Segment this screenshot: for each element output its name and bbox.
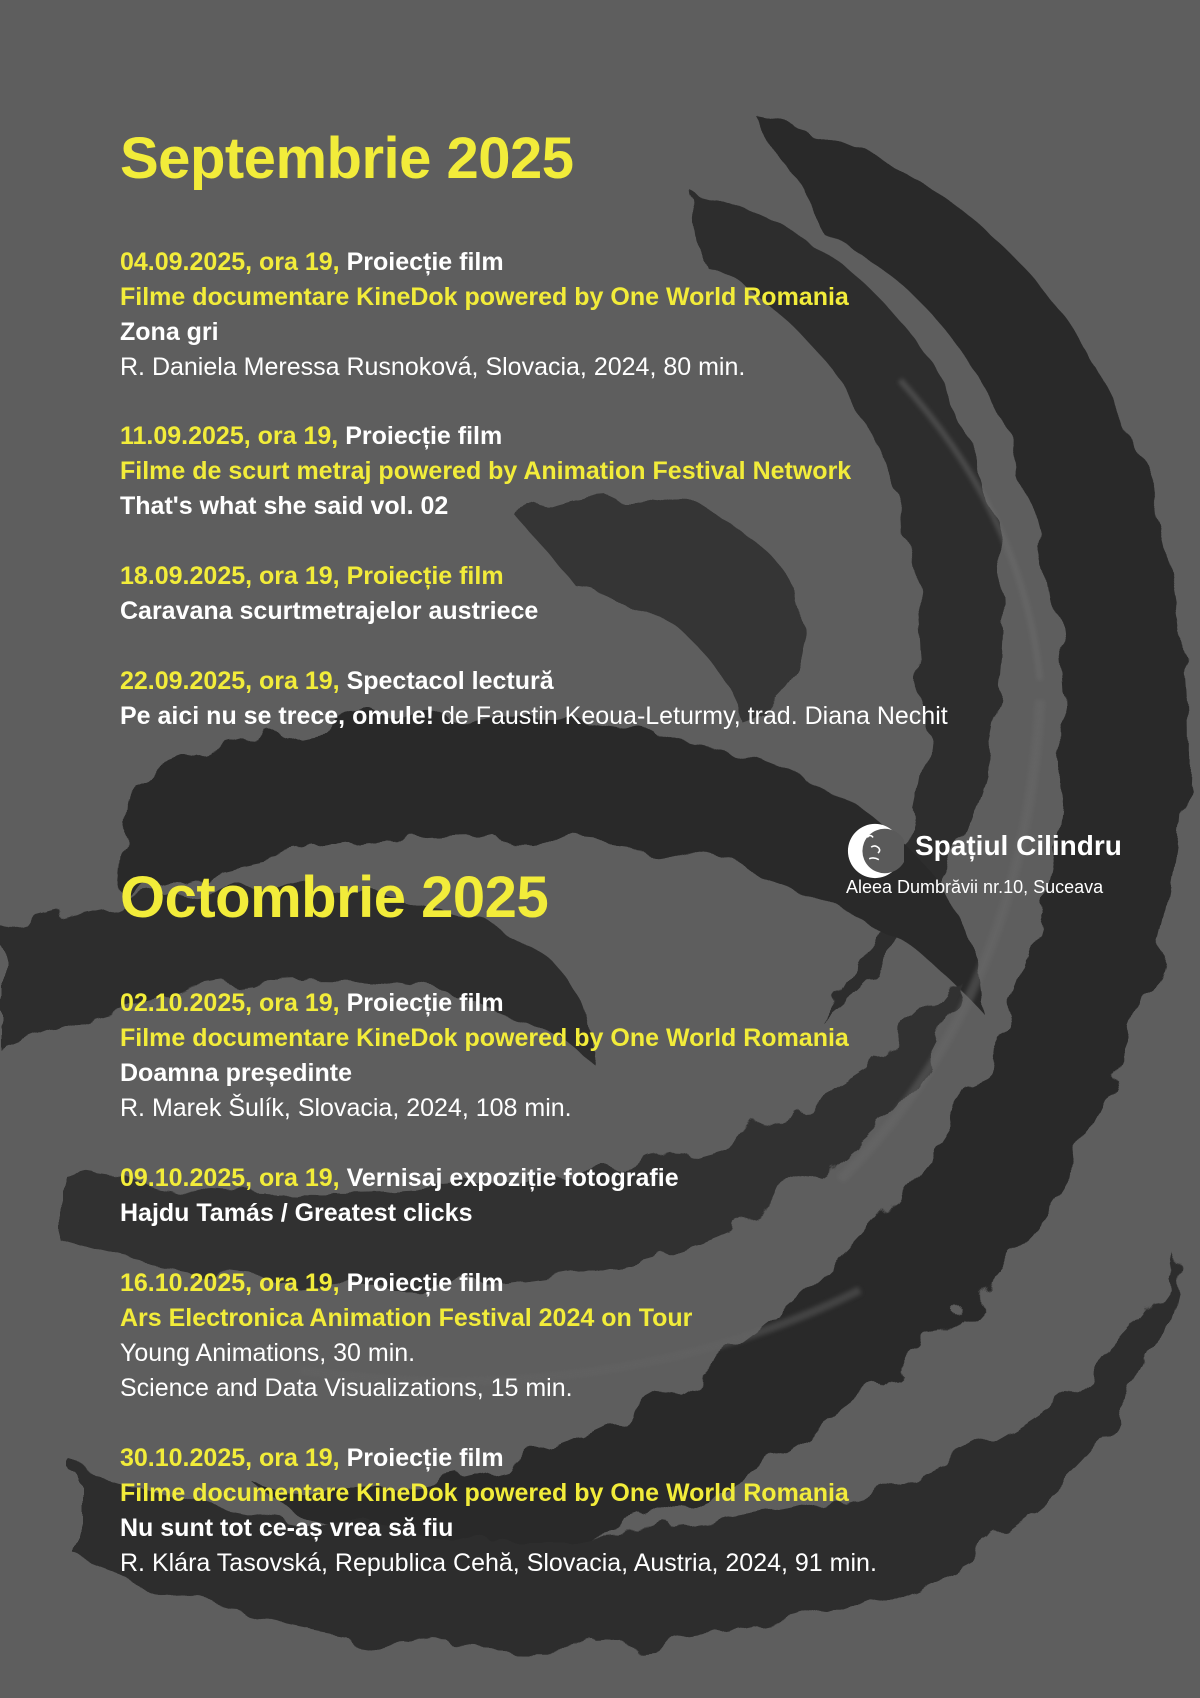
event-title-line xyxy=(120,699,1040,734)
venue-name: Spațiul Cilindru xyxy=(915,830,1122,861)
venue-address: Aleea Dumbrăvii nr.10, Suceava xyxy=(846,877,1104,897)
event-item xyxy=(120,1441,1040,1581)
event-type: Proiecție film xyxy=(345,422,503,450)
event-details: Science and Data Visualizations, 15 min. xyxy=(120,1374,573,1402)
event-item xyxy=(120,559,1040,629)
event-title: Zona gri xyxy=(120,318,219,346)
event-program: Filme documentare KineDok powered by One World Romania xyxy=(120,1024,849,1052)
event-program: Filme documentare KineDok powered by One World Romania xyxy=(120,283,849,311)
event-header xyxy=(120,664,1040,699)
event-datetime: 16.10.2025, ora 19, xyxy=(120,1269,340,1297)
event-details: R. Daniela Meressa Rusnoková, Slovacia, 2024, 80 min. xyxy=(120,353,746,381)
event-header xyxy=(120,245,1040,280)
event-details: Young Animations, 30 min. xyxy=(120,1339,416,1367)
una-concept-logo-icon xyxy=(846,822,904,880)
event-header xyxy=(120,986,1040,1021)
event-item xyxy=(120,1266,1040,1406)
event-datetime: 18.09.2025, ora 19, Proiecție film xyxy=(120,562,504,590)
event-header xyxy=(120,1441,1040,1476)
event-title: Caravana scurtmetrajelor austriece xyxy=(120,597,539,625)
event-title: Nu sunt tot ce-aș vrea să fiu xyxy=(120,1514,454,1542)
event-type: Proiecție film xyxy=(346,1444,504,1472)
event-datetime: 09.10.2025, ora 19, xyxy=(120,1164,340,1192)
event-title: Doamna președinte xyxy=(120,1059,353,1087)
event-type: Proiecție film xyxy=(346,1269,504,1297)
event-datetime: 30.10.2025, ora 19, xyxy=(120,1444,340,1472)
event-details: R. Klára Tasovská, Republica Cehă, Slovacia, Austria, 2024, 91 min. xyxy=(120,1549,877,1577)
event-datetime: 11.09.2025, ora 19, xyxy=(120,422,339,450)
event-title: Pe aici nu se trece, omule! xyxy=(120,702,435,730)
event-title: Hajdu Tamás / Greatest clicks xyxy=(120,1199,473,1227)
event-item xyxy=(120,245,1040,385)
event-item xyxy=(120,664,1040,734)
event-program: Filme documentare KineDok powered by One World Romania xyxy=(120,1479,849,1507)
month-title-september: Septembrie 2025 xyxy=(120,126,574,191)
event-details: R. Marek Šulík, Slovacia, 2024, 108 min. xyxy=(120,1094,572,1122)
event-datetime: 22.09.2025, ora 19, xyxy=(120,667,340,695)
event-header xyxy=(120,1266,1040,1301)
event-item xyxy=(120,419,1040,524)
event-type: Spectacol lectură xyxy=(346,667,554,695)
event-details: de Faustin Keoua-Leturmy, trad. Diana Nechit xyxy=(440,702,948,730)
event-datetime: 04.09.2025, ora 19, xyxy=(120,248,340,276)
event-program: Ars Electronica Animation Festival 2024 on Tour xyxy=(120,1304,693,1332)
event-header xyxy=(120,1161,1040,1196)
venue-block xyxy=(846,818,1126,902)
event-type: Proiecție film xyxy=(346,989,504,1017)
event-title: That's what she said vol. 02 xyxy=(120,492,449,520)
event-type: Proiecție film xyxy=(346,248,504,276)
event-item xyxy=(120,1161,1040,1231)
event-header xyxy=(120,419,1040,454)
event-item xyxy=(120,986,1040,1126)
month-title-october: Octombrie 2025 xyxy=(120,865,549,930)
event-datetime: 02.10.2025, ora 19, xyxy=(120,989,340,1017)
event-type: Vernisaj expoziție fotografie xyxy=(346,1164,679,1192)
event-program: Filme de scurt metraj powered by Animation Festival Network xyxy=(120,457,852,485)
